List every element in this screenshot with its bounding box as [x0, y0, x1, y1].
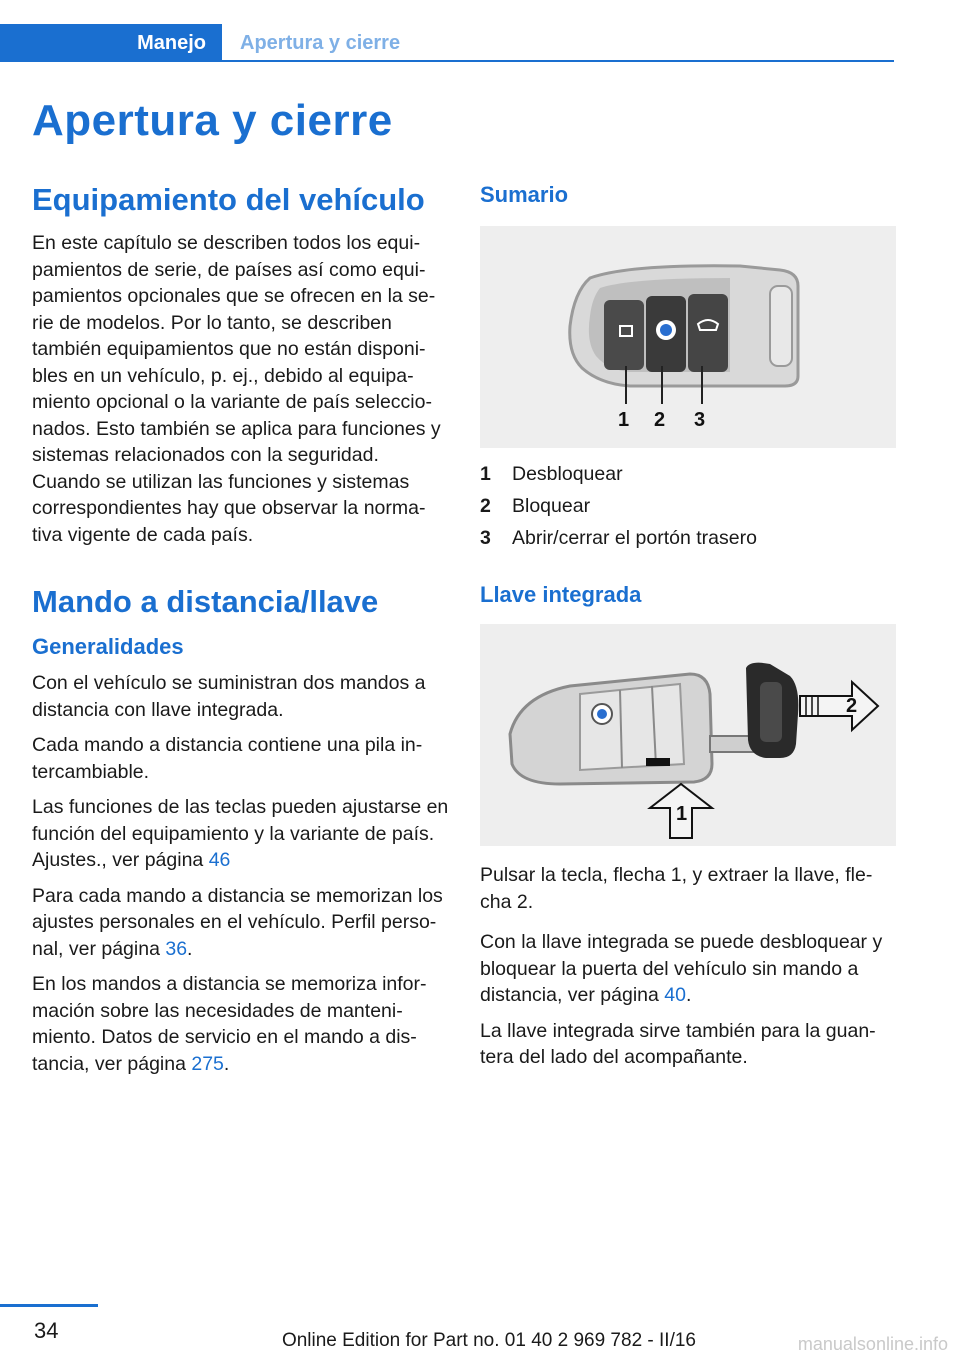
equipment-heading: Equipamiento del vehículo	[32, 182, 425, 217]
key-paragraph-3: La llave integrada sirve también para la guan-tera del lado del acompañante.	[480, 1019, 876, 1068]
general-paragraph-5: En los mandos a distancia se memoriza infor-mación sobre las necesidades de manteni-miento. Datos de servicio en el mando a dis-tancia, ver página 275.	[32, 973, 427, 1075]
legend-item: 3 Abrir/cerrar el portón trasero	[480, 527, 757, 549]
figure2-label-2: 2	[846, 695, 858, 717]
page-link-36[interactable]: 36	[165, 937, 188, 960]
header-bar	[0, 0, 960, 62]
general-paragraph-2: Cada mando a distancia contiene una pila in-tercambiable.	[32, 734, 423, 783]
footer-rule	[0, 1304, 98, 1307]
summary-heading: Sumario	[480, 182, 569, 207]
section-tab[interactable]: Apertura y cierre	[240, 32, 401, 54]
integrated-key-figure	[480, 624, 896, 846]
general-paragraph-4: Para cada mando a distancia se memorizan los ajustes personales en el vehículo. Perfil perso-nal, ver página 36.	[32, 884, 443, 960]
right-column	[480, 180, 896, 1080]
equipment-text: En este capítulo se describen todos los equi-pamientos de serie, de países así como equi-pamientos opcionales que se ofrecen en la se-rie de modelos. Por lo tanto, se describen también equipamientos que no están disponi-bles en un vehículo, p. ej., debido al equipa-miento opcional o la variante de país seleccio-nados. Esto también se aplica para funciones y sistemas relacionados con la seguridad. Cuando se utilizan las funciones y sistemas correspondientes hay que observar la norma-tiva vigente de cada país.	[32, 232, 441, 546]
left-column	[32, 180, 452, 1086]
legend-item: 2 Bloquear	[480, 495, 591, 517]
integrated-key-illustration	[480, 624, 896, 846]
remote-key-illustration	[480, 226, 896, 448]
legend-list	[480, 458, 896, 554]
figure1-label-1: 1	[618, 409, 630, 431]
watermark: manualsonline.info	[797, 1334, 948, 1354]
page-title: Apertura y cierre	[32, 96, 393, 145]
general-paragraph-1: Con el vehículo se suministran dos mandos a distancia con llave integrada.	[32, 672, 426, 721]
edition-text: Online Edition for Part no. 01 40 2 969 782 - II/16	[281, 1330, 696, 1351]
key-paragraph-2: Con la llave integrada se puede desbloquear y bloquear la puerta del vehículo sin mando a distancia, ver página 40.	[480, 931, 883, 1006]
page-link-46[interactable]: 46	[208, 849, 231, 871]
page-link-40[interactable]: 40	[664, 984, 686, 1006]
remote-key-figure	[480, 226, 896, 448]
key-paragraph-1: Pulsar la tecla, flecha 1, y extraer la llave, fle-cha 2.	[480, 864, 873, 913]
figure1-label-2: 2	[654, 409, 666, 431]
legend-item: 1 Desbloquear	[480, 463, 623, 485]
general-paragraph-3: Las funciones de las teclas pueden ajustarse en función del equipamiento y la variante de país. Ajustes., ver página 46	[32, 796, 449, 871]
header-rule	[222, 60, 894, 62]
figure2-label-1: 1	[676, 803, 688, 825]
remote-heading: Mando a distancia/llave	[32, 584, 379, 619]
figure1-label-3: 3	[694, 409, 706, 431]
general-heading: Generalidades	[32, 634, 184, 659]
chapter-tab[interactable]: Manejo	[0, 24, 222, 62]
page-link-275[interactable]: 275	[191, 1052, 224, 1075]
integrated-key-heading: Llave integrada	[480, 582, 642, 607]
page-number: 34	[34, 1318, 59, 1343]
